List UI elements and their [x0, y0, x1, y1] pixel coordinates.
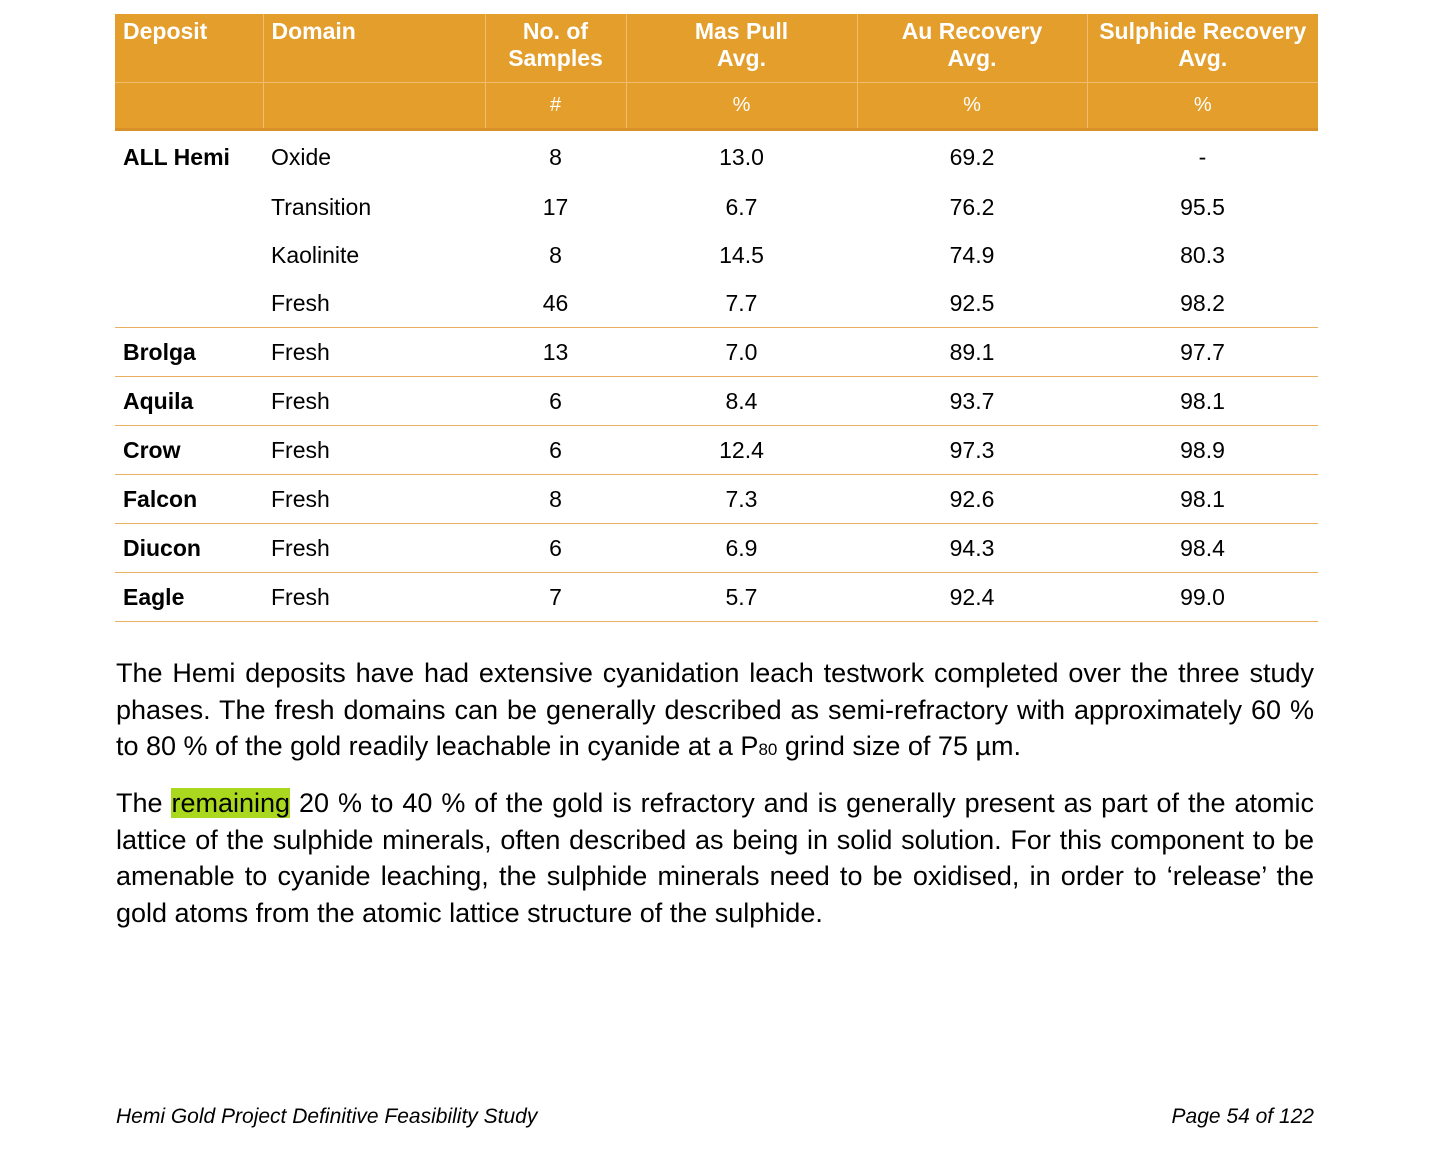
cell-domain: Fresh [263, 573, 485, 622]
paragraph-2-text: 20 % to 40 % of the gold is refractory and is generally present as part of the atomic lattice of the sulphide minerals, often described as being in solid solution. For this component to be amenable to cyanide leaching, the sulphide minerals need to be oxidised, in order to ‘release’ the gold atoms from the atomic lattice structure of the sulphide. [116, 788, 1314, 928]
cell-maspull: 7.0 [626, 328, 857, 377]
header-maspull-line2: Avg. [717, 45, 766, 71]
cell-sulph: 98.4 [1087, 524, 1318, 573]
paragraph-1-text: The Hemi deposits have had extensive cyanidation leach testwork completed over the three study phases. The fresh domains can be generally described as semi-refractory with approximately 60 % to 80 % of the gold readily leachable in cyanide at a P [116, 658, 1314, 761]
cell-au: 94.3 [857, 524, 1087, 573]
body-paragraph-2 [116, 785, 1314, 931]
cell-au: 89.1 [857, 328, 1087, 377]
cell-domain: Fresh [263, 475, 485, 524]
cell-maspull: 6.9 [626, 524, 857, 573]
units-au: % [857, 83, 1087, 130]
cell-maspull: 13.0 [719, 143, 764, 170]
table-row [115, 377, 1318, 426]
table-row [115, 279, 1318, 328]
units-domain [263, 83, 485, 130]
cell-sulph: - [1198, 143, 1207, 170]
cell-samples: 8 [485, 475, 626, 524]
header-samples [485, 14, 626, 83]
cell-au: 69.2 [949, 143, 995, 170]
footer-page-number: Page 54 of 122 [1171, 1105, 1314, 1128]
cell-au: 92.6 [857, 475, 1087, 524]
cell-maspull: 8.4 [626, 377, 857, 426]
header-sulph-line2: Avg. [1178, 45, 1228, 71]
cell-au: 93.7 [857, 377, 1087, 426]
table-row [115, 130, 1318, 184]
table-header-row [115, 14, 1318, 83]
cell-domain: Fresh [263, 524, 485, 573]
cell-maspull: 6.7 [725, 193, 758, 220]
cell-deposit [115, 183, 263, 231]
cell-au: 92.5 [949, 289, 995, 316]
cell-maspull: 12.4 [626, 426, 857, 475]
table-row [115, 231, 1318, 279]
cell-sulph: 98.1 [1087, 377, 1318, 426]
paragraph-2-text-start: The [116, 788, 172, 818]
cell-au: 76.2 [949, 193, 995, 220]
cell-maspull: 7.3 [626, 475, 857, 524]
cell-au: 97.3 [857, 426, 1087, 475]
table-row [115, 426, 1318, 475]
cell-au: 92.4 [857, 573, 1087, 622]
cell-maspull: 14.5 [719, 241, 764, 268]
cell-deposit: Falcon [115, 475, 263, 524]
units-samples: # [485, 83, 626, 130]
header-samples-line1: No. of [522, 18, 589, 44]
table-row [115, 183, 1318, 231]
table-units-row [115, 83, 1318, 130]
header-maspull [626, 14, 857, 83]
cell-sulph: 98.2 [1180, 289, 1225, 316]
header-domain: Domain [263, 14, 485, 83]
cell-deposit: Aquila [115, 377, 263, 426]
cell-domain: Fresh [263, 426, 485, 475]
footer-document-title: Hemi Gold Project Definitive Feasibility Study [116, 1105, 538, 1128]
cell-domain: Kaolinite [271, 241, 360, 268]
units-deposit [115, 83, 263, 130]
paragraph-1-text-end: grind size of 75 µm. [777, 731, 1022, 761]
cell-samples: 6 [485, 524, 626, 573]
cell-samples: 8 [549, 143, 562, 170]
cell-maspull: 7.7 [725, 289, 758, 316]
highlighted-word[interactable]: remaining [171, 788, 291, 818]
table-row [115, 573, 1318, 622]
cell-au: 74.9 [949, 241, 995, 268]
header-au-line1: Au Recovery [901, 18, 1043, 44]
cell-sulph: 97.7 [1087, 328, 1318, 377]
cell-domain: Oxide [271, 143, 332, 170]
recovery-table [115, 14, 1318, 622]
cell-sulph: 99.0 [1087, 573, 1318, 622]
cell-samples: 17 [542, 193, 569, 220]
units-sulph: % [1087, 83, 1318, 130]
table-row [115, 328, 1318, 377]
header-samples-line2: Samples [508, 45, 603, 71]
cell-samples: 13 [485, 328, 626, 377]
cell-deposit: Brolga [115, 328, 263, 377]
cell-domain: Transition [271, 193, 372, 220]
cell-samples: 8 [549, 241, 562, 268]
units-maspull: % [626, 83, 857, 130]
cell-sulph: 95.5 [1180, 193, 1225, 220]
cell-samples: 6 [485, 426, 626, 475]
cell-deposit: Crow [115, 426, 263, 475]
header-au-recovery [857, 14, 1087, 83]
cell-deposit [115, 279, 263, 328]
cell-deposit [115, 231, 263, 279]
table-row [115, 524, 1318, 573]
table-row [115, 475, 1318, 524]
cell-deposit: ALL Hemi [123, 143, 230, 170]
header-maspull-line1: Mas Pull [694, 18, 789, 44]
header-deposit: Deposit [115, 14, 263, 83]
cell-deposit: Eagle [115, 573, 263, 622]
p80-subscript: 80 [758, 740, 778, 759]
cell-samples: 7 [485, 573, 626, 622]
cell-maspull: 5.7 [626, 573, 857, 622]
header-sulph-line1: Sulphide Recovery [1099, 18, 1307, 44]
cell-deposit: Diucon [115, 524, 263, 573]
cell-domain: Fresh [271, 289, 330, 316]
cell-sulph: 80.3 [1180, 241, 1225, 268]
header-sulphide-recovery [1087, 14, 1318, 83]
body-paragraph-1 [116, 655, 1314, 769]
cell-domain: Fresh [263, 328, 485, 377]
cell-samples: 6 [485, 377, 626, 426]
cell-sulph: 98.1 [1087, 475, 1318, 524]
cell-domain: Fresh [263, 377, 485, 426]
cell-samples: 46 [542, 289, 569, 316]
header-au-line2: Avg. [947, 45, 997, 71]
cell-sulph: 98.9 [1087, 426, 1318, 475]
